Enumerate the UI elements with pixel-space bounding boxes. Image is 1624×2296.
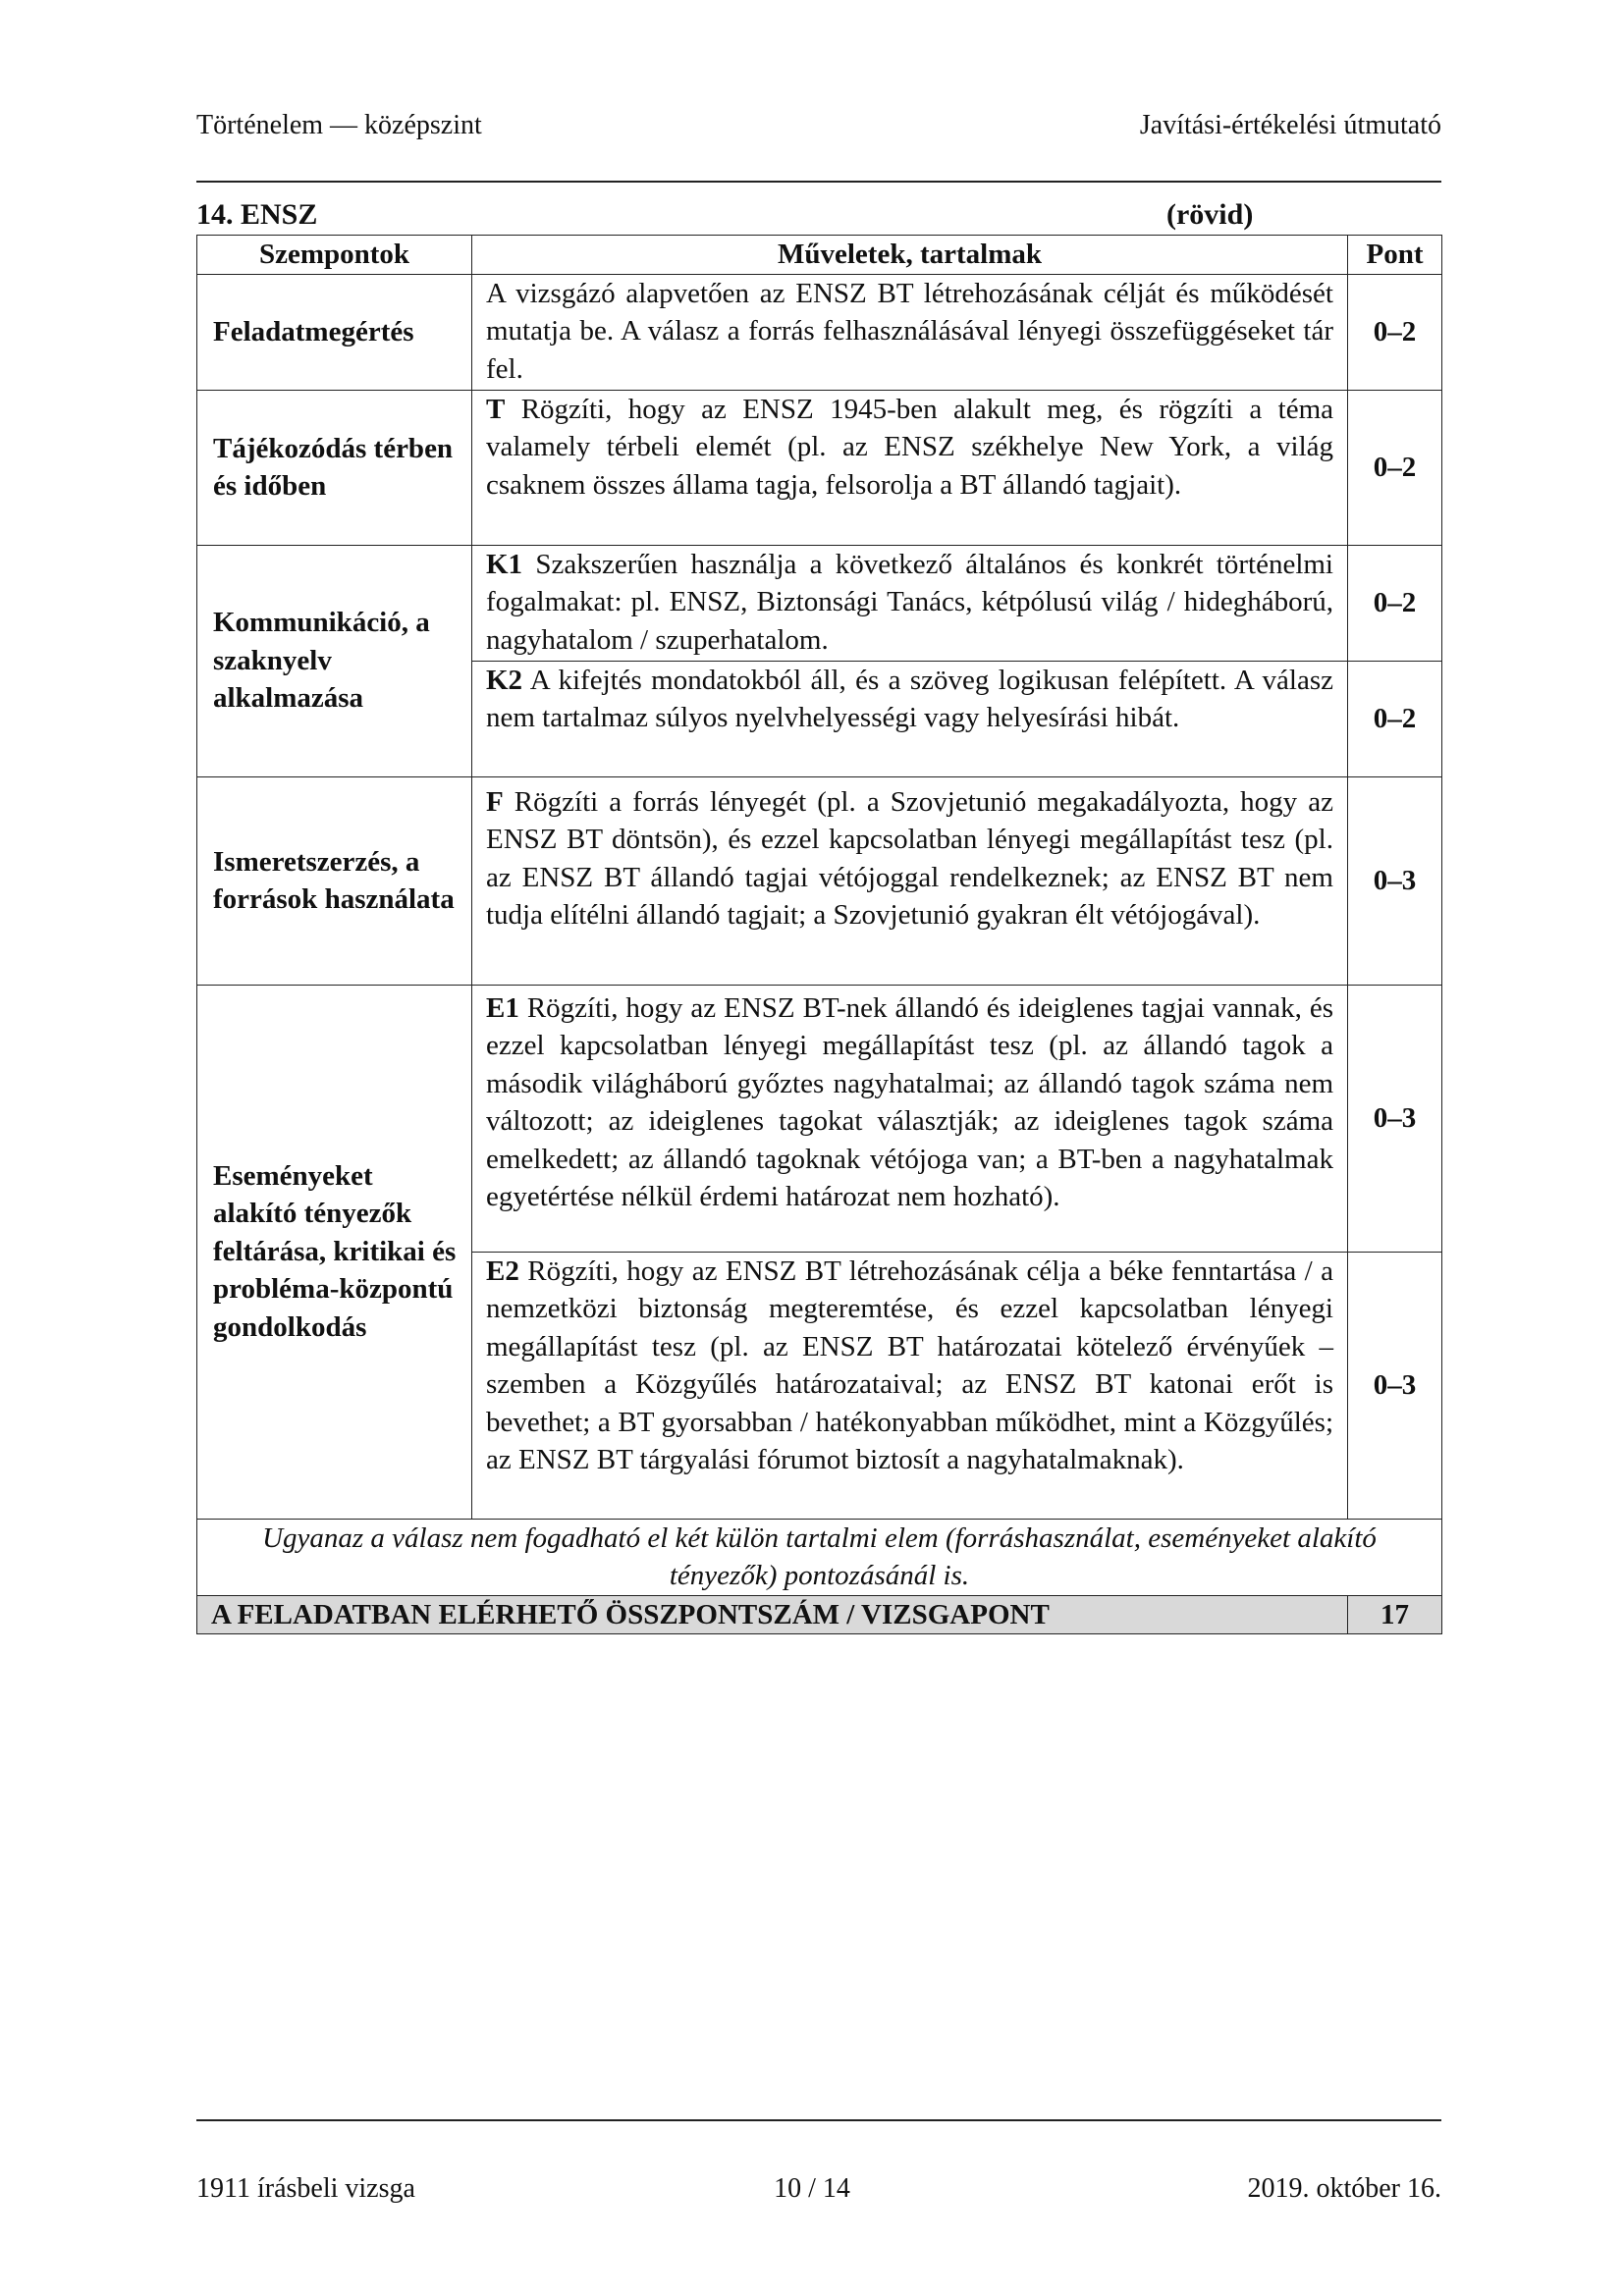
content-text: Rögzíti, hogy az ENSZ 1945-ben alakult meg, és rögzíti a téma valamely térbeli elemét (pl. az ENSZ székhelye New York, a világ csaknem összes állama tagja, felsorolja a BT állandó tagjait). <box>486 393 1333 501</box>
item-code: E2 <box>486 1255 519 1287</box>
content-cell <box>472 776 1348 985</box>
question-title-row <box>196 198 1441 234</box>
header-content: Műveletek, tartalmak <box>472 236 1348 275</box>
points-cell: 0–3 <box>1348 1252 1442 1519</box>
header-points: Pont <box>1348 236 1442 275</box>
criterion-cell: Tájékozódás térben és időben <box>197 390 472 545</box>
content-cell <box>472 661 1348 776</box>
points-cell: 0–3 <box>1348 985 1442 1252</box>
item-code: T <box>486 393 506 425</box>
content-text: A vizsgázó alapvetően az ENSZ BT létrehozásának célját és működését mutatja be. A válasz a forrás felhasználásával lényegi összefüggéseket tár fel. <box>486 277 1333 385</box>
total-points: 17 <box>1348 1595 1442 1634</box>
content-text: Rögzíti a forrás lényegét (pl. a Szovjetunió megakadályozta, hogy az ENSZ BT döntsön), és ezzel kapcsolatban lényegi megállapítást tesz (pl. az ENSZ BT állandó tagjai vétójoggal rendelkeznek; az ENSZ BT nem tudja elítélni állandó tagjait; a Szovjetunió gyakran élt vétójogával). <box>486 785 1333 931</box>
item-code: K1 <box>486 548 523 580</box>
header-doc-type: Javítási-értékelési útmutató <box>1139 110 1441 140</box>
content-text: Rögzíti, hogy az ENSZ BT-nek állandó és ideiglenes tagjai vannak, és ezzel kapcsolatban lényegi megállapítást tesz (pl. az állandó tagok a második világháború győztes nagyhatalmai; az állandó tagok száma nem változott; az ideiglenes tagokat választják; az ideiglenes tagok száma emelkedett; az állandó tagoknak vétójoga van; a BT-ben a nagyhatalmak egyetértése nélkül érdemi határozat nem hozható). <box>486 991 1333 1212</box>
header-subject: Történelem — középszint <box>196 110 482 140</box>
question-title: 14. ENSZ <box>196 198 318 231</box>
total-label: A FELADATBAN ELÉRHETŐ ÖSSZPONTSZÁM / VIZSGAPONT <box>197 1595 1348 1634</box>
criterion-cell: Eseményeket alakító tényezők feltárása, kritikai és probléma-központú gondolkodás <box>197 985 472 1519</box>
table-row <box>197 776 1442 985</box>
footer-date: 2019. október 16. <box>1247 2173 1441 2204</box>
content-cell <box>472 390 1348 545</box>
table-row <box>197 390 1442 545</box>
header-criteria: Szempontok <box>197 236 472 275</box>
content-text: Szakszerűen használja a következő általános és konkrét történelmi fogalmakat: pl. ENSZ, Biztonsági Tanács, kétpólusú világ / hidegháború, nagyhatalom / szuperhatalom. <box>486 548 1333 656</box>
content-cell <box>472 274 1348 390</box>
criterion-cell: Feladatmegértés <box>197 274 472 390</box>
content-cell <box>472 545 1348 661</box>
footer-exam-code: 1911 írásbeli vizsga <box>196 2173 415 2204</box>
points-cell: 0–2 <box>1348 545 1442 661</box>
content-cell <box>472 1252 1348 1519</box>
header-rule <box>196 181 1441 183</box>
points-cell: 0–2 <box>1348 390 1442 545</box>
content-text: Rögzíti, hogy az ENSZ BT létrehozásának célja a béke fenntartása / a nemzetközi biztonság megteremtése, és ezzel kapcsolatban lényegi megállapítást tesz (pl. az ENSZ BT határozatai kötelező érvényűek – szemben a Közgyűlés határozataival; az ENSZ BT katonai erőt is bevethet; a BT gyorsabban / hatékonyabban működhet, mint a Közgyűlés; az ENSZ BT tárgyalási fórumot biztosít a nagyhatalmaknak). <box>486 1255 1333 1475</box>
table-header-row <box>197 236 1442 275</box>
points-cell: 0–3 <box>1348 776 1442 985</box>
footer-rule <box>196 2119 1441 2121</box>
content-cell <box>472 985 1348 1252</box>
table-row <box>197 274 1442 390</box>
points-cell: 0–2 <box>1348 661 1442 776</box>
question-type: (rövid) <box>1166 198 1254 231</box>
scoring-note: Ugyanaz a válasz nem fogadható el két külön tartalmi elem (forráshasználat, eseményeket alakító tényezők) pontozásánál is. <box>197 1519 1442 1595</box>
table-row <box>197 545 1442 661</box>
scoring-table <box>196 235 1442 1634</box>
item-code: E1 <box>486 991 519 1024</box>
criterion-cell: Kommunikáció, a szaknyelv alkalmazása <box>197 545 472 776</box>
criterion-cell: Ismeretszerzés, a források használata <box>197 776 472 985</box>
total-row <box>197 1595 1442 1634</box>
table-row <box>197 985 1442 1252</box>
item-code: F <box>486 785 504 818</box>
content-text: A kifejtés mondatokból áll, és a szöveg logikusan felépített. A válasz nem tartalmaz súlyos nyelvhelyességi vagy helyesírási hibát. <box>486 664 1333 733</box>
points-cell: 0–2 <box>1348 274 1442 390</box>
footer-page-number: 10 / 14 <box>774 2173 850 2204</box>
item-code: K2 <box>486 664 523 696</box>
note-row <box>197 1519 1442 1595</box>
